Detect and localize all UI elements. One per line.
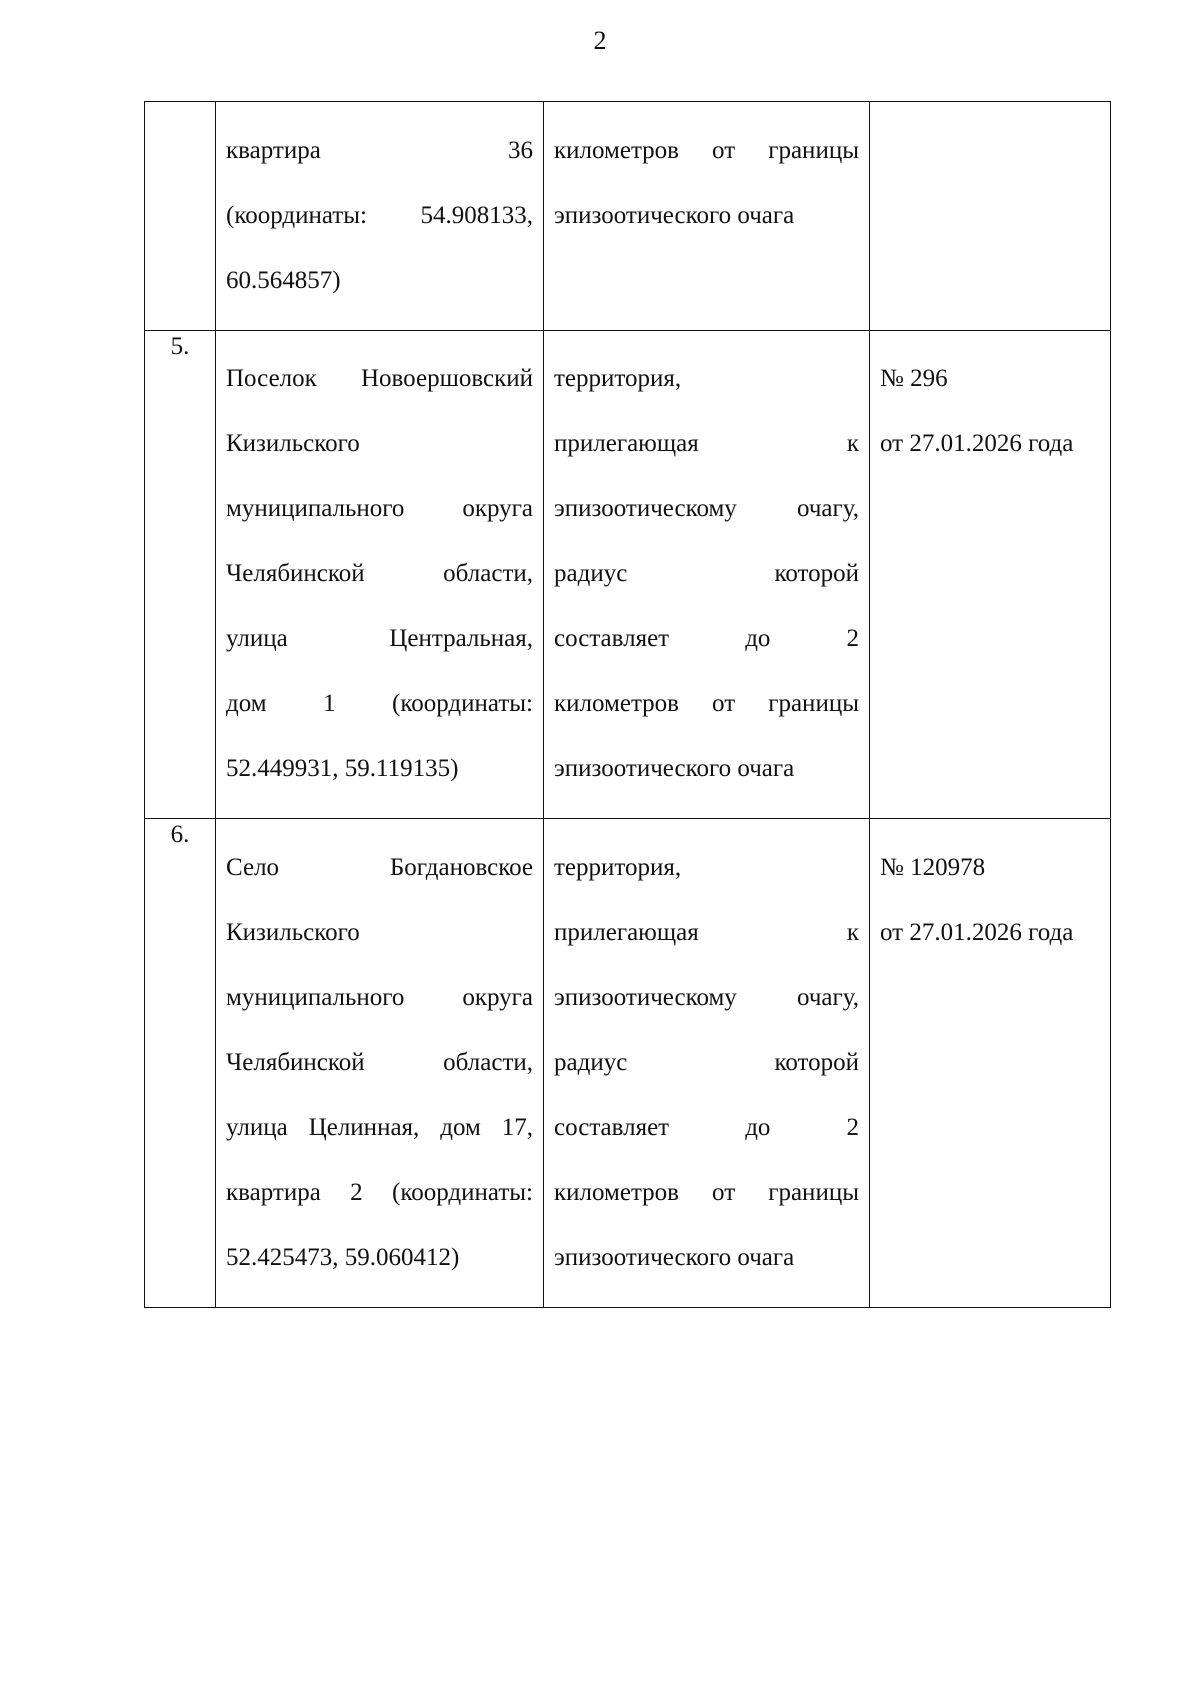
- address-line: Поселок Новоершовский: [226, 365, 533, 392]
- zone-cell: [544, 330, 870, 819]
- zone-line: километров от границы: [554, 136, 859, 164]
- zone-line: прилегающая к: [554, 918, 859, 946]
- document-date: от 27.01.2026 года: [880, 430, 1074, 457]
- zone-line: радиус которой: [554, 1048, 859, 1076]
- table-row: [145, 102, 1111, 331]
- table-row: [145, 819, 1111, 1308]
- address-line: (координаты: 54.908133,: [226, 201, 533, 229]
- address-line: 60.564857): [226, 266, 341, 294]
- zone-cell: [544, 102, 870, 331]
- address-line: улица Целинная, дом 17,: [226, 1113, 533, 1141]
- row-number: [145, 102, 216, 331]
- address-line: Кизильского: [226, 918, 360, 946]
- zone-line: эпизоотическому очагу,: [554, 495, 859, 522]
- zone-line: территория,: [554, 365, 682, 392]
- address-line: Село Богдановское: [226, 853, 533, 881]
- address-line: 52.449931, 59.119135): [226, 755, 459, 782]
- document-cell: [870, 330, 1111, 819]
- address-cell: [216, 330, 544, 819]
- document-cell: [870, 102, 1111, 331]
- address-line: муниципального округа: [226, 495, 533, 522]
- document-cell: [870, 819, 1111, 1308]
- address-line: квартира 2 (координаты:: [226, 1178, 533, 1206]
- zone-line: прилегающая к: [554, 430, 859, 457]
- address-line: 52.425473, 59.060412): [226, 1243, 460, 1271]
- document-number: № 120978: [880, 853, 986, 881]
- document-number: № 296: [880, 365, 948, 392]
- row-number: 5.: [145, 330, 216, 819]
- zone-line: территория,: [554, 853, 682, 881]
- address-line: улица Центральная,: [226, 625, 533, 652]
- address-line: квартира 36: [226, 136, 533, 164]
- address-line: муниципального округа: [226, 983, 533, 1011]
- address-cell: [216, 819, 544, 1308]
- page-number: 2: [593, 26, 607, 55]
- zone-line: километров от границы: [554, 1178, 859, 1206]
- document-date: от 27.01.2026 года: [880, 918, 1074, 946]
- document-table: [144, 101, 1111, 1308]
- address-line: Челябинской области,: [226, 560, 533, 587]
- zone-line: эпизоотического очага: [554, 1243, 795, 1271]
- address-line: Кизильского: [226, 430, 360, 457]
- row-number: 6.: [145, 819, 216, 1308]
- zone-line: километров от границы: [554, 690, 859, 717]
- table-row: [145, 330, 1111, 819]
- zone-line: эпизоотического очага: [554, 755, 795, 782]
- address-line: Челябинской области,: [226, 1048, 533, 1076]
- address-cell: [216, 102, 544, 331]
- address-line: дом 1 (координаты:: [226, 690, 533, 717]
- zone-line: эпизоотическому очагу,: [554, 983, 859, 1011]
- zone-line: эпизоотического очага: [554, 201, 795, 229]
- zone-line: радиус которой: [554, 560, 859, 587]
- zone-line: составляет до 2: [554, 625, 859, 652]
- zone-line: составляет до 2: [554, 1113, 859, 1141]
- zone-cell: [544, 819, 870, 1308]
